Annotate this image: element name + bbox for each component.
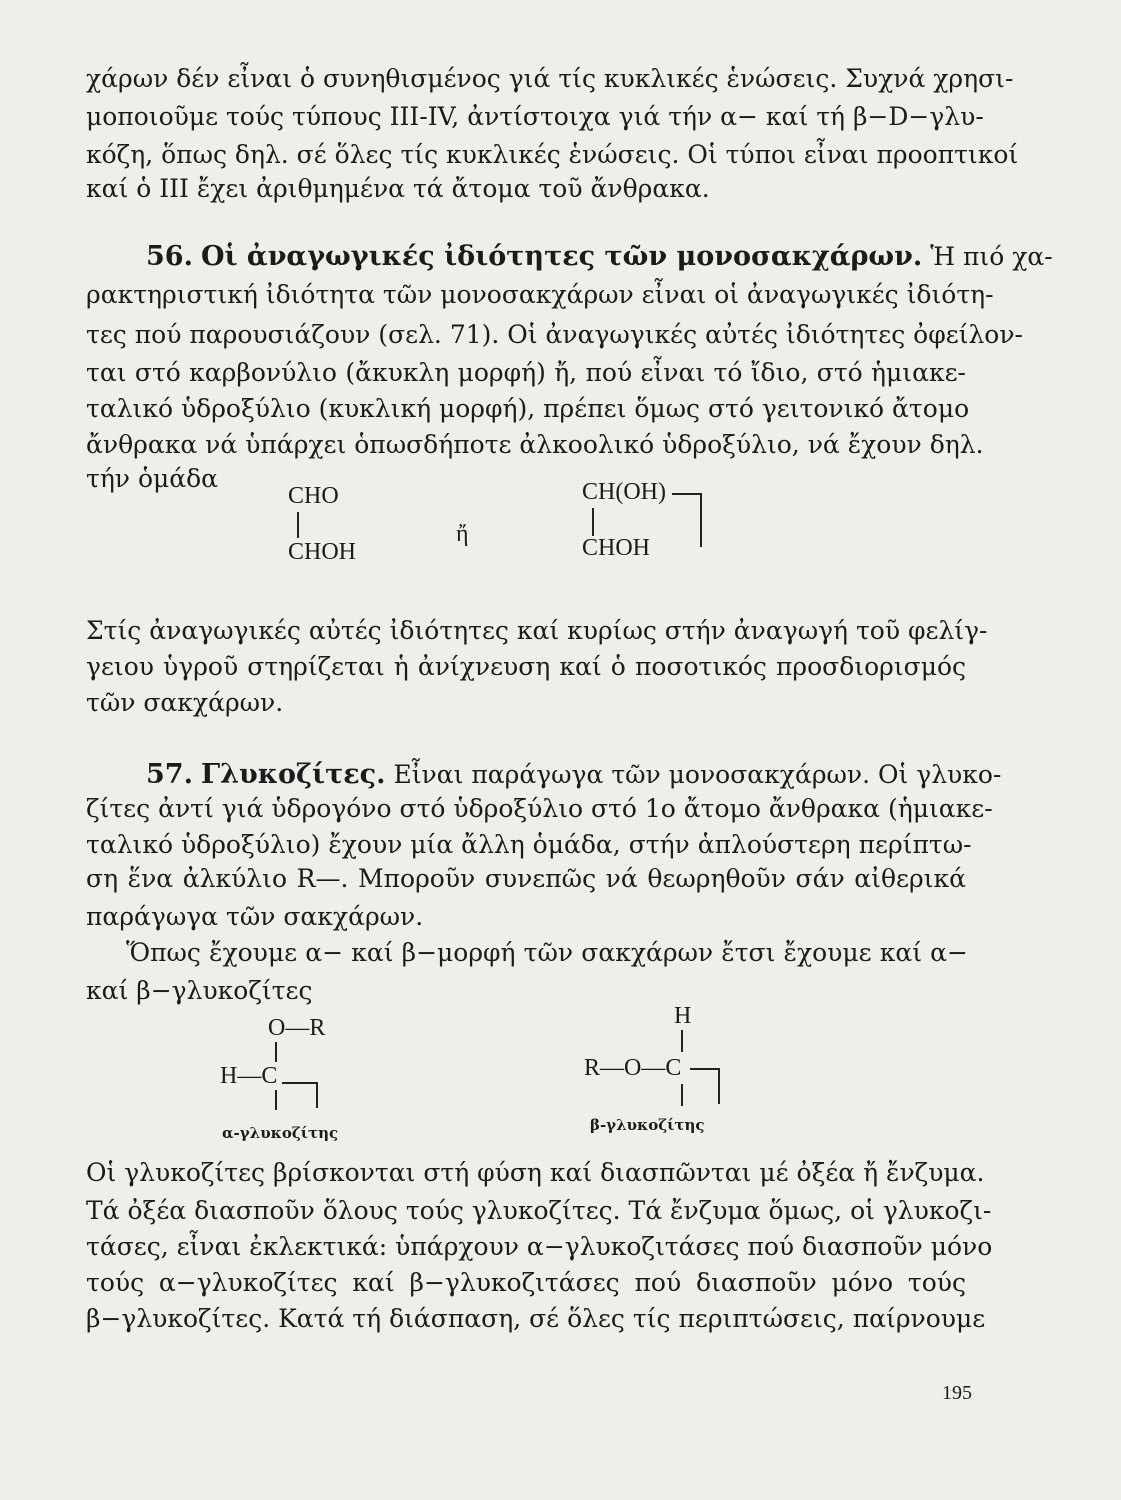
beta-mid: R—O—C xyxy=(584,1055,682,1081)
beta-caption: β-γλυκοζίτης xyxy=(590,1116,705,1134)
bond-line xyxy=(275,1090,277,1110)
body-text-line: καί β−γλυκοζίτες xyxy=(86,976,313,1005)
body-text-line: Στίς ἀναγωγικές αὐτές ἰδιότητες καί κυρίως στήν ἀναγωγή τοῦ φελίγ- xyxy=(86,616,988,645)
body-text-line: Οἱ γλυκοζίτες βρίσκονται στή φύση καί διασπῶνται μέ ὀξέα ἤ ἔνζυμα. xyxy=(86,1158,985,1187)
body-text-line: ται στό καρβονύλιο (ἄκυκλη μορφή) ἤ, πού εἶναι τό ἴδιο, στό ἡμιακε- xyxy=(86,358,966,387)
section-title: Γλυκοζίτες. xyxy=(200,759,386,790)
body-text: Ἡ πιό χα- xyxy=(930,242,1053,271)
bond-line xyxy=(275,1042,277,1062)
body-text-line: τῶν σακχάρων. xyxy=(86,688,284,717)
beta-top: H xyxy=(674,1003,692,1029)
ring-bond xyxy=(316,1082,318,1108)
body-text-line: Τά ὀξέα διασποῦν ὅλους τούς γλυκοζίτες. Τά ἔνζυμα ὅμως, οἱ γλυκοζι- xyxy=(86,1196,992,1225)
formula-right-bottom: CHOH xyxy=(582,535,651,561)
formula-right-top: CH(OH) xyxy=(582,479,666,505)
formula-left-bottom: CHOH xyxy=(288,539,357,565)
body-text-line: Ὅπως ἔχουμε α− καί β−μορφή τῶν σακχάρων ἔτσι ἔχουμε καί α− xyxy=(126,938,968,967)
ring-bond xyxy=(672,493,702,495)
body-text: Εἶναι παράγωγα τῶν μονοσακχάρων. Οἱ γλυκο- xyxy=(393,760,1002,789)
body-text-line: παράγωγα τῶν σακχάρων. xyxy=(86,902,424,931)
bond-line xyxy=(681,1030,683,1052)
body-text-line: μοποιοῦμε τούς τύπους III-IV, ἀντίστοιχα γιά τήν α− καί τή β−D−γλυ- xyxy=(86,102,984,131)
body-text-line: κόζη, ὅπως δηλ. σέ ὅλες τίς κυκλικές ἑνώσεις. Οἱ τύποι εἶναι προοπτικοί xyxy=(86,140,1019,169)
body-text-line: τάσες, εἶναι ἐκλεκτικά: ὑπάρχουν α−γλυκοζιτάσες πού διασποῦν μόνο xyxy=(86,1232,993,1261)
body-text-line: χάρων δέν εἶναι ὁ συνηθισμένος γιά τίς κυκλικές ἑνώσεις. Συχνά χρησι- xyxy=(86,64,1014,93)
ring-bond xyxy=(718,1068,720,1104)
page-number: 195 xyxy=(942,1382,972,1404)
section-title: Οἱ ἀναγωγικές ἰδιότητες τῶν μονοσακχάρων. xyxy=(200,241,923,272)
alpha-mid: H—C xyxy=(220,1063,278,1089)
bond-line xyxy=(681,1084,683,1106)
body-text-line: τες πού παρουσιάζουν (σελ. 71). Οἱ ἀναγωγικές αὐτές ἰδιότητες ὀφείλον- xyxy=(86,320,1023,349)
ring-bond xyxy=(282,1082,318,1084)
alpha-caption: α-γλυκοζίτης xyxy=(222,1124,339,1142)
body-text-line: τήν ὁμάδα xyxy=(86,464,219,493)
body-text-line: τούς α−γλυκοζίτες καί β−γλυκοζιτάσες πού διασποῦν μόνο τούς xyxy=(86,1268,966,1297)
bond-line xyxy=(592,508,594,536)
alpha-top: O—R xyxy=(268,1015,326,1041)
formula-left-top: CHO xyxy=(288,483,339,509)
bond-line xyxy=(297,512,299,538)
formula-or: ἤ xyxy=(456,521,469,547)
section-57-heading-line xyxy=(146,758,1002,792)
body-text-line: ταλικό ὑδροξύλιο (κυκλική μορφή), πρέπει ὅμως στό γειτονικό ἄτομο xyxy=(86,394,970,423)
body-text-line: καί ὁ III ἔχει ἀριθμημένα τά ἄτομα τοῦ ἄνθρακα. xyxy=(86,174,710,203)
section-56-heading-line xyxy=(146,240,1053,274)
body-text-line: γειου ὑγροῦ στηρίζεται ἡ ἀνίχνευση καί ὁ ποσοτικός προσδιορισμός xyxy=(86,652,966,681)
body-text-line: β−γλυκοζίτες. Κατά τή διάσπαση, σέ ὅλες τίς περιπτώσεις, παίρνουμε xyxy=(86,1304,986,1333)
body-text-line: ἄνθρακα νά ὑπάρχει ὁπωσδήποτε ἀλκοολικό ὑδροξύλιο, νά ἔχουν δηλ. xyxy=(86,430,984,459)
body-text-line: ζίτες ἀντί γιά ὑδρογόνο στό ὑδροξύλιο στό 1ο ἄτομο ἄνθρακα (ἡμιακε- xyxy=(86,794,993,823)
ring-bond xyxy=(690,1068,720,1070)
body-text-line: ση ἕνα ἀλκύλιο R—. Μποροῦν συνεπῶς νά θεωρηθοῦν σάν αἰθερικά xyxy=(86,864,966,893)
section-number: 57. xyxy=(146,759,193,790)
ring-bond xyxy=(700,493,702,547)
body-text-line: ταλικό ὑδροξύλιο) ἔχουν μία ἄλλη ὁμάδα, στήν ἁπλούστερη περίπτω- xyxy=(86,830,972,859)
body-text-line: ρακτηριστική ἰδιότητα τῶν μονοσακχάρων εἶναι οἱ ἀναγωγικές ἰδιότη- xyxy=(86,280,994,309)
section-number: 56. xyxy=(146,241,193,272)
